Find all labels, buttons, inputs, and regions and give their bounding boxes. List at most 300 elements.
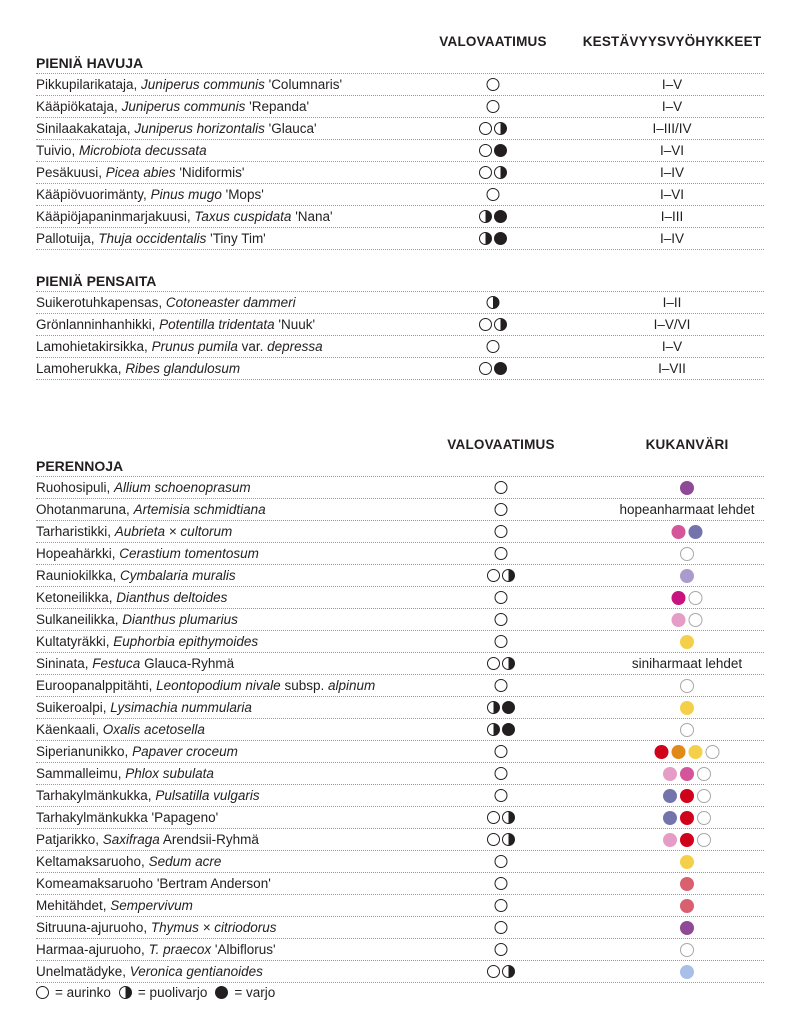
plant-name <box>36 96 309 117</box>
latin-name: Juniperus horizontalis <box>134 121 265 136</box>
cultivar: 'Mops' <box>221 187 264 202</box>
cultivar: Arendsii-Ryhmä <box>159 832 259 847</box>
plant-name <box>36 543 259 564</box>
white-flower-dot <box>689 591 703 605</box>
light-requirement <box>487 961 515 982</box>
table-row <box>36 631 764 653</box>
hardiness-zone: I–III <box>660 209 684 224</box>
flower-color-dot <box>672 591 686 605</box>
plant-name <box>36 961 263 982</box>
half-shade-symbol-icon <box>502 965 515 978</box>
light-requirement <box>495 675 508 696</box>
foliage-note: hopeanharmaat lehdet <box>619 502 755 517</box>
latin-name: Sedum acre <box>148 854 222 869</box>
light-requirement <box>479 162 507 183</box>
flower-color-dot <box>680 855 694 869</box>
light-requirement <box>487 653 515 674</box>
light-requirement <box>487 697 515 718</box>
plant-name <box>36 785 260 806</box>
light-requirement <box>495 499 508 520</box>
plant-name <box>36 697 252 718</box>
sun-symbol-icon <box>487 188 500 201</box>
sun-symbol-icon <box>487 100 500 113</box>
latin-name: Papaver croceum <box>132 744 238 759</box>
table-row <box>36 741 764 763</box>
col-header-flower-color: KUKANVÄRI <box>645 437 729 452</box>
light-requirement <box>487 292 500 313</box>
plant-name <box>36 358 240 379</box>
white-flower-dot <box>689 613 703 627</box>
flower-color-dot <box>680 789 694 803</box>
sun-symbol-icon <box>495 591 508 604</box>
plant-name <box>36 609 238 630</box>
cultivar: 'Tiny Tim' <box>206 231 266 246</box>
flower-color-dot <box>680 833 694 847</box>
light-requirement <box>495 785 508 806</box>
white-flower-dot <box>680 679 694 693</box>
sun-symbol-icon <box>495 877 508 890</box>
flower-color-dot <box>672 613 686 627</box>
plant-name <box>36 74 342 95</box>
common-name: Harmaa-ajuruoho, <box>36 942 149 957</box>
common-name: Grönlanninhanhikki, <box>36 317 160 332</box>
common-name: Hopeahärkki, <box>36 546 120 561</box>
half-shade-symbol-icon <box>479 232 492 245</box>
common-name: Keltamaksaruoho, <box>36 854 149 869</box>
half-shade-symbol-icon <box>502 833 515 846</box>
flower-color <box>680 895 694 916</box>
flower-color-dot <box>663 833 677 847</box>
latin-name: Euphorbia epithymoides <box>113 634 259 649</box>
flower-color-dot <box>680 877 694 891</box>
plant-name <box>36 228 266 249</box>
legend-label: = puolivarjo <box>137 985 208 1000</box>
sun-symbol-icon <box>495 503 508 516</box>
latin-name: Prunus pumila <box>151 339 238 354</box>
light-requirement <box>487 336 500 357</box>
light-requirement <box>495 521 508 542</box>
light-requirement <box>495 609 508 630</box>
light-requirement <box>487 565 515 586</box>
plant-name <box>36 895 193 916</box>
plant-name <box>36 939 276 960</box>
common-name: Lamohietakirsikka, <box>36 339 152 354</box>
latin-name: Artemisia schmidtiana <box>133 502 266 517</box>
sun-symbol-icon <box>495 525 508 538</box>
flower-color <box>680 631 694 652</box>
cultivar: 'Nuuk' <box>274 317 316 332</box>
sun-symbol-icon <box>36 986 49 999</box>
half-shade-symbol-icon <box>494 166 507 179</box>
sun-symbol-icon <box>495 679 508 692</box>
common-name: Ohotanmaruna, <box>36 502 134 517</box>
col-header-light-1: VALOVAATIMUS <box>439 34 547 49</box>
common-name: Pesäkuusi, <box>36 165 106 180</box>
shade-symbol-icon <box>494 144 507 157</box>
light-requirement <box>487 96 500 117</box>
sun-symbol-icon <box>495 921 508 934</box>
table-row <box>36 96 764 118</box>
table-row <box>36 565 764 587</box>
half-shade-symbol-icon <box>502 657 515 670</box>
flower-color <box>663 829 711 850</box>
light-requirement <box>479 358 507 379</box>
light-requirement <box>487 184 500 205</box>
table-row <box>36 336 764 358</box>
light-requirement <box>495 631 508 652</box>
common-name: Siperianunikko, <box>36 744 133 759</box>
flower-color-dot <box>689 745 703 759</box>
sun-symbol-icon <box>495 855 508 868</box>
common-name: Tarhakylmänkukka 'Papageno' <box>36 810 219 825</box>
table-row <box>36 719 764 741</box>
white-flower-dot <box>697 833 711 847</box>
flower-color-dot <box>680 635 694 649</box>
legend-label: = varjo <box>234 985 276 1000</box>
plant-name <box>36 587 227 608</box>
latin-name: Taxus cuspidata <box>194 209 292 224</box>
flower-color <box>680 961 694 982</box>
hardiness-zone: I–V <box>661 339 683 354</box>
half-shade-symbol-icon <box>487 701 500 714</box>
plant-name <box>36 829 259 850</box>
table-row <box>36 314 764 336</box>
common-name: Sininata, <box>36 656 93 671</box>
plant-name <box>36 873 271 894</box>
sun-symbol-icon <box>495 899 508 912</box>
shade-symbol-icon <box>215 986 228 999</box>
hardiness-zone: I–III/IV <box>652 121 692 136</box>
half-shade-symbol-icon <box>494 122 507 135</box>
latin-name: Aubrieta × cultorum <box>114 524 233 539</box>
group-title: PERENNOJA <box>36 457 764 477</box>
latin-name: Thymus × citriodorus <box>150 920 277 935</box>
latin-name: Veronica gentianoides <box>129 964 263 979</box>
latin-name: T. praecox <box>148 942 212 957</box>
flower-color <box>663 807 711 828</box>
cultivar: var. <box>237 339 268 354</box>
latin-name: Microbiota decussata <box>79 143 207 158</box>
cultivar: subsp. <box>280 678 328 693</box>
latin-name-2: alpinum <box>327 678 376 693</box>
plant-name <box>36 292 296 313</box>
light-requirement <box>479 228 507 249</box>
hardiness-zone: I–V <box>661 77 683 92</box>
sun-symbol-icon <box>487 569 500 582</box>
plant-name <box>36 184 264 205</box>
table-row <box>36 609 764 631</box>
flower-color <box>663 785 711 806</box>
plant-name <box>36 917 277 938</box>
flower-color-dot <box>680 569 694 583</box>
legend <box>36 985 279 1000</box>
half-shade-symbol-icon <box>479 210 492 223</box>
white-flower-dot <box>697 811 711 825</box>
common-name: Sulkaneilikka, <box>36 612 123 627</box>
table-row <box>36 118 764 140</box>
latin-name-2: depressa <box>267 339 323 354</box>
cultivar: 'Repanda' <box>245 99 310 114</box>
table-row <box>36 587 764 609</box>
flower-color <box>680 477 694 498</box>
light-requirement <box>495 587 508 608</box>
col-header-light-2: VALOVAATIMUS <box>447 437 555 452</box>
common-name: Patjarikko, <box>36 832 103 847</box>
common-name: Käenkaali, <box>36 722 103 737</box>
light-requirement <box>495 543 508 564</box>
flower-color-dot <box>663 767 677 781</box>
common-name: Suikeroalpi, <box>36 700 111 715</box>
light-requirement <box>495 851 508 872</box>
plant-name <box>36 118 317 139</box>
table-row <box>36 206 764 228</box>
latin-name: Lysimachia nummularia <box>110 700 252 715</box>
flower-color <box>680 675 694 696</box>
flower-color <box>680 873 694 894</box>
flower-color-dot <box>672 525 686 539</box>
light-requirement <box>495 895 508 916</box>
flower-color <box>663 763 711 784</box>
light-requirement <box>479 314 507 335</box>
foliage-note: siniharmaat lehdet <box>631 656 743 671</box>
common-name: Mehitähdet, <box>36 898 111 913</box>
plant-name <box>36 521 232 542</box>
common-name: Sammalleimu, <box>36 766 126 781</box>
shade-symbol-icon <box>502 723 515 736</box>
cultivar: Glauca-Ryhmä <box>140 656 235 671</box>
table-row <box>36 358 764 380</box>
common-name: Tarhakylmänkukka, <box>36 788 156 803</box>
latin-name: Saxifraga <box>102 832 160 847</box>
group-title: PIENIÄ PENSAITA <box>36 272 764 292</box>
common-name: Lamoherukka, <box>36 361 126 376</box>
sun-symbol-icon <box>495 767 508 780</box>
sun-symbol-icon <box>479 144 492 157</box>
plant-name <box>36 499 266 520</box>
flower-color-dot <box>680 899 694 913</box>
flower-color <box>680 543 694 564</box>
flower-color-dot <box>680 767 694 781</box>
sun-symbol-icon <box>495 745 508 758</box>
light-requirement <box>495 939 508 960</box>
latin-name: Leontopodium nivale <box>156 678 281 693</box>
table-row <box>36 697 764 719</box>
table-row <box>36 162 764 184</box>
sun-symbol-icon <box>495 613 508 626</box>
light-requirement <box>479 118 507 139</box>
shade-symbol-icon <box>494 232 507 245</box>
flower-color-dot <box>672 745 686 759</box>
table-row <box>36 763 764 785</box>
white-flower-dot <box>697 767 711 781</box>
shade-symbol-icon <box>494 362 507 375</box>
flower-color <box>680 565 694 586</box>
cultivar: 'Columnaris' <box>264 77 343 92</box>
plant-name <box>36 719 205 740</box>
flower-color-dot <box>680 965 694 979</box>
sun-symbol-icon <box>487 811 500 824</box>
hardiness-zone: I–VI <box>659 143 685 158</box>
flower-color-dot <box>655 745 669 759</box>
legend-label: = aurinko <box>55 985 111 1000</box>
plant-name <box>36 477 251 498</box>
common-name: Euroopanalppitähti, <box>36 678 157 693</box>
light-requirement <box>487 74 500 95</box>
flower-color <box>672 587 703 608</box>
latin-name: Cymbalaria muralis <box>120 568 236 583</box>
flower-color <box>619 499 754 520</box>
section-conifers-shrubs <box>36 54 764 380</box>
light-requirement <box>495 917 508 938</box>
sun-symbol-icon <box>487 657 500 670</box>
common-name: Suikerotuhkapensas, <box>36 295 166 310</box>
plant-name <box>36 763 214 784</box>
half-shade-symbol-icon <box>487 296 500 309</box>
latin-name: Cotoneaster dammeri <box>165 295 296 310</box>
latin-name: Ribes glandulosum <box>125 361 241 376</box>
common-name: Rauniokilkka, <box>36 568 121 583</box>
plant-name <box>36 807 218 828</box>
plant-name <box>36 653 234 674</box>
flower-color <box>680 851 694 872</box>
sun-symbol-icon <box>495 943 508 956</box>
latin-name: Sempervivum <box>110 898 193 913</box>
sun-symbol-icon <box>479 122 492 135</box>
plant-group <box>36 272 764 380</box>
plant-name <box>36 140 207 161</box>
cultivar: 'Nidiformis' <box>175 165 245 180</box>
light-requirement <box>495 763 508 784</box>
cultivar: 'Nana' <box>291 209 333 224</box>
flower-color <box>680 917 694 938</box>
flower-color <box>680 697 694 718</box>
common-name: Kääpiövuorimänty, <box>36 187 151 202</box>
table-row <box>36 873 764 895</box>
table-row <box>36 675 764 697</box>
half-shade-symbol-icon <box>502 569 515 582</box>
common-name: Kultatyräkki, <box>36 634 114 649</box>
latin-name: Dianthus plumarius <box>122 612 238 627</box>
flower-color-dot <box>680 811 694 825</box>
latin-name: Allium schoenoprasum <box>114 480 251 495</box>
sun-symbol-icon <box>479 362 492 375</box>
sun-symbol-icon <box>479 318 492 331</box>
common-name: Ruohosipuli, <box>36 480 115 495</box>
table-row <box>36 785 764 807</box>
table-row <box>36 807 764 829</box>
common-name: Sinilaakakataja, <box>36 121 135 136</box>
plant-name <box>36 675 375 696</box>
hardiness-zone: I–VII <box>658 361 686 376</box>
plant-name <box>36 565 236 586</box>
table-row <box>36 851 764 873</box>
latin-name: Cerastium tomentosum <box>119 546 259 561</box>
plant-name <box>36 336 323 357</box>
latin-name: Festuca <box>92 656 141 671</box>
table-row <box>36 228 764 250</box>
hardiness-zone: I–II <box>662 295 682 310</box>
plant-group <box>36 54 764 250</box>
latin-name: Juniperus communis <box>141 77 265 92</box>
common-name: Pallotuija, <box>36 231 99 246</box>
latin-name: Potentilla tridentata <box>159 317 275 332</box>
flower-color-dot <box>680 481 694 495</box>
flower-color-dot <box>680 701 694 715</box>
flower-color-dot <box>680 921 694 935</box>
table-row <box>36 653 764 675</box>
shade-symbol-icon <box>502 701 515 714</box>
cultivar: 'Albiflorus' <box>211 942 276 957</box>
flower-color <box>672 521 703 542</box>
col-header-zone: KESTÄVYYSVYÖHYKKEET <box>582 34 762 49</box>
light-requirement <box>487 807 515 828</box>
hardiness-zone: I–VI <box>659 187 685 202</box>
section-perennials <box>36 457 764 983</box>
sun-symbol-icon <box>479 166 492 179</box>
common-name: Kääpiökataja, <box>36 99 122 114</box>
table-row <box>36 917 764 939</box>
latin-name: Thuja occidentalis <box>98 231 207 246</box>
flower-color-dot <box>689 525 703 539</box>
latin-name: Dianthus deltoides <box>116 590 228 605</box>
white-flower-dot <box>680 943 694 957</box>
latin-name: Juniperus communis <box>121 99 246 114</box>
table-row <box>36 477 764 499</box>
white-flower-dot <box>680 547 694 561</box>
latin-name: Oxalis acetosella <box>102 722 205 737</box>
plant-name <box>36 631 258 652</box>
white-flower-dot <box>697 789 711 803</box>
common-name: Unelmatädyke, <box>36 964 130 979</box>
light-requirement <box>495 477 508 498</box>
flower-color-dot <box>663 811 677 825</box>
table-row <box>36 521 764 543</box>
plant-name <box>36 851 221 872</box>
plant-name <box>36 314 315 335</box>
light-requirement <box>487 719 515 740</box>
table-row <box>36 829 764 851</box>
table-row <box>36 292 764 314</box>
latin-name: Pulsatilla vulgaris <box>155 788 260 803</box>
sun-symbol-icon <box>487 340 500 353</box>
sun-symbol-icon <box>495 635 508 648</box>
common-name: Pikkupilarikataja, <box>36 77 142 92</box>
half-shade-symbol-icon <box>487 723 500 736</box>
cultivar: 'Glauca' <box>264 121 317 136</box>
light-requirement <box>479 140 507 161</box>
common-name: Tarharistikki, <box>36 524 115 539</box>
common-name: Kääpiöjapaninmarjakuusi, <box>36 209 195 224</box>
plant-name <box>36 741 238 762</box>
latin-name: Pinus mugo <box>150 187 222 202</box>
group-title: PIENIÄ HAVUJA <box>36 54 764 74</box>
flower-color <box>632 653 742 674</box>
white-flower-dot <box>706 745 720 759</box>
hardiness-zone: I–IV <box>659 165 685 180</box>
plant-name <box>36 206 333 227</box>
flower-color <box>655 741 720 762</box>
table-row <box>36 895 764 917</box>
latin-name: Picea abies <box>105 165 176 180</box>
sun-symbol-icon <box>487 965 500 978</box>
latin-name: Phlox subulata <box>125 766 214 781</box>
table-row <box>36 543 764 565</box>
common-name: Komeamaksaruoho 'Bertram Anderson' <box>36 876 271 891</box>
sun-symbol-icon <box>495 481 508 494</box>
light-requirement <box>479 206 507 227</box>
flower-color-dot <box>663 789 677 803</box>
half-shade-symbol-icon <box>502 811 515 824</box>
